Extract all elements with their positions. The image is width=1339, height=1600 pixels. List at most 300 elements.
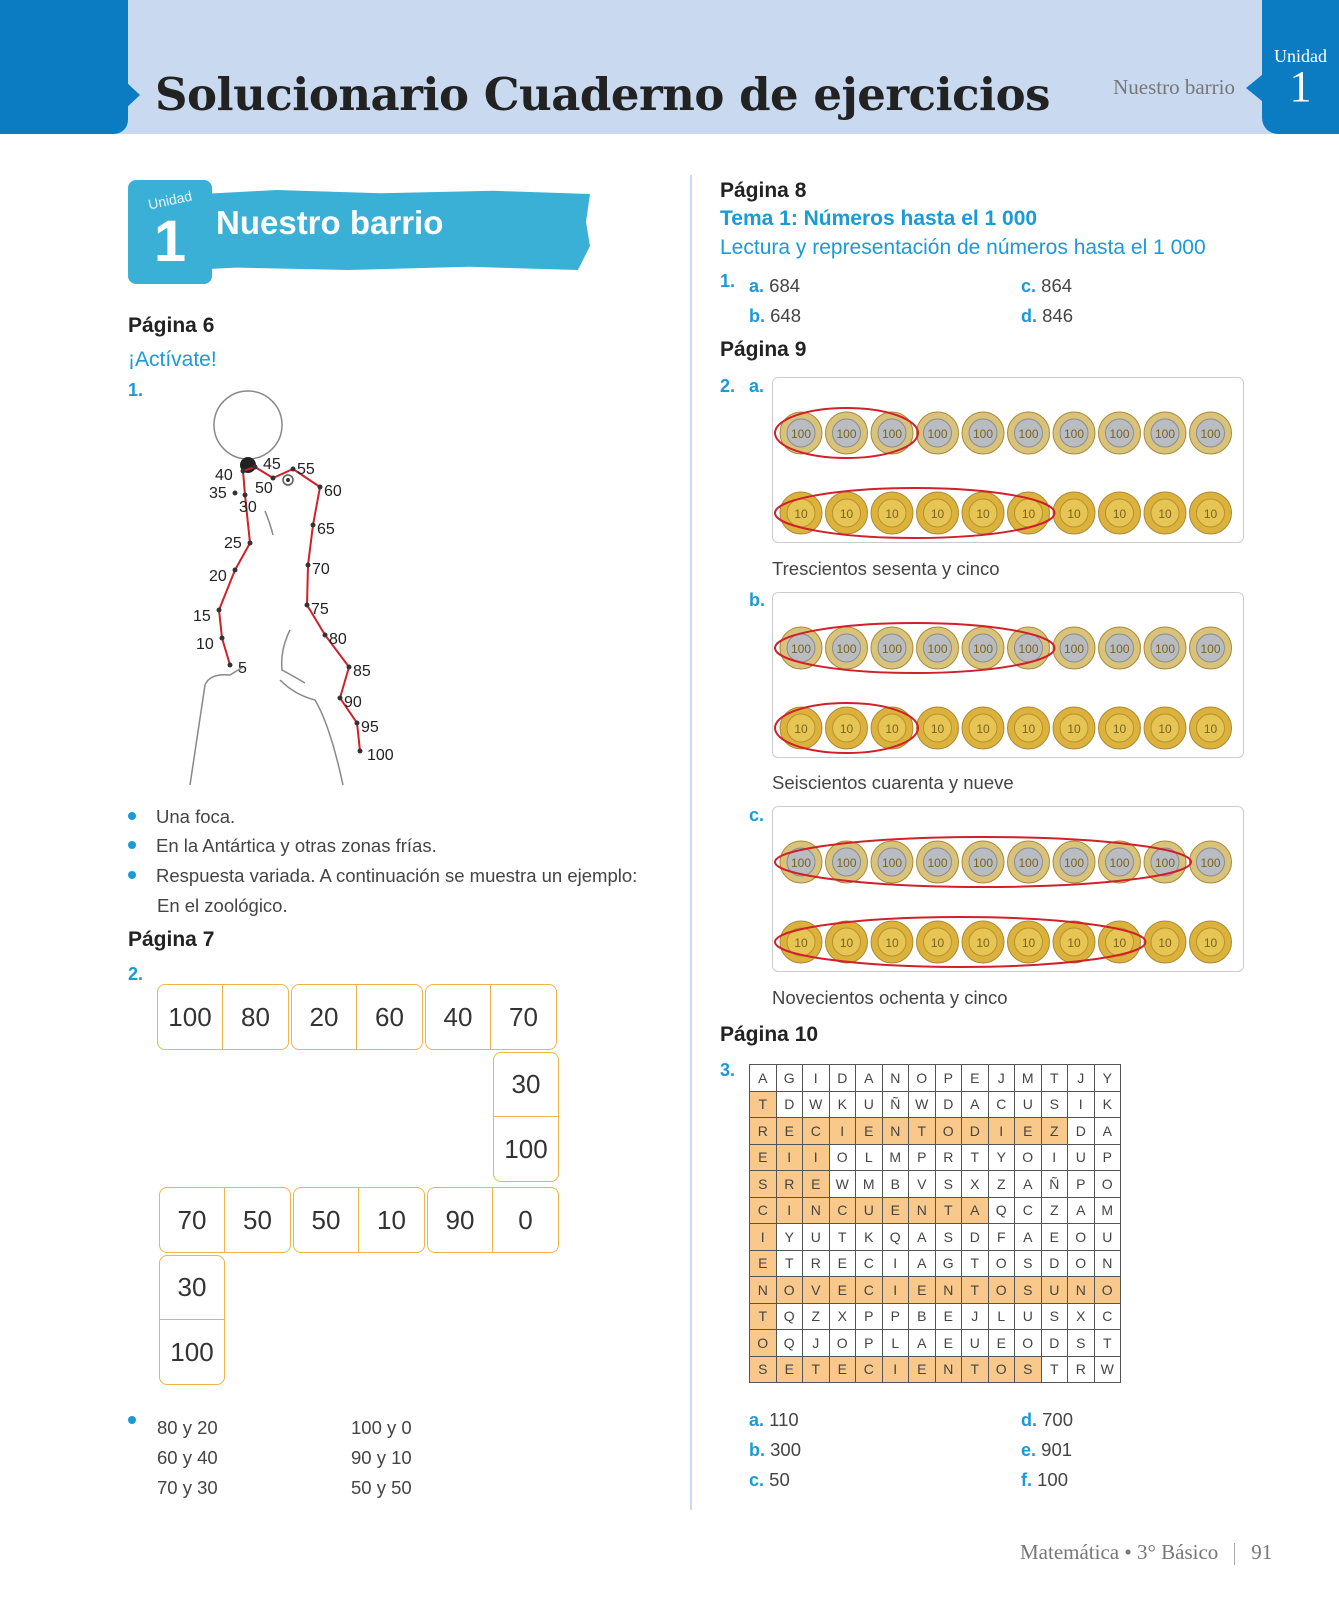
page6-heading: Página 6 — [128, 314, 215, 337]
grid-cell: E — [829, 1250, 856, 1277]
coin-value: 10 — [930, 722, 945, 736]
grid-cell: P — [882, 1303, 909, 1330]
domino-value: 100 — [504, 1133, 548, 1164]
coin-value: 100 — [1154, 642, 1176, 656]
grid-cell: A — [1015, 1171, 1042, 1198]
grid-cell: N — [935, 1277, 962, 1304]
unit-tab-arrow — [1246, 75, 1262, 101]
bullet-text: En la Antártica y otras zonas frías. — [156, 835, 437, 856]
domino-value: 100 — [158, 985, 223, 1049]
coin-value: 100 — [927, 427, 948, 441]
coin-value: 100 — [1018, 427, 1039, 441]
grid-cell: U — [962, 1330, 989, 1357]
answer-value: 700 — [1042, 1409, 1074, 1430]
answer-value: 50 — [769, 1469, 790, 1490]
grid-cell: S — [935, 1171, 962, 1198]
grid-cell: W — [909, 1091, 936, 1118]
grid-cell: M — [882, 1144, 909, 1171]
pair-text: 100 y 0 — [351, 1417, 412, 1438]
item-b-label: b. — [749, 590, 765, 610]
coin-value: 10 — [930, 507, 945, 521]
page10-heading: Página 10 — [720, 1023, 819, 1046]
grid-cell: A — [909, 1330, 936, 1357]
coin-value: 10 — [1067, 936, 1081, 950]
grid-cell: A — [856, 1065, 883, 1092]
grid-cell: O — [829, 1330, 856, 1357]
page9-heading: Página 9 — [720, 338, 807, 361]
coin-value: 100 — [836, 427, 857, 441]
domino-value: 0 — [518, 1204, 533, 1235]
grid-cell: O — [1094, 1171, 1121, 1198]
grid-row — [750, 1277, 1121, 1304]
grid-cell: I — [1041, 1144, 1068, 1171]
grid-cell: U — [1015, 1091, 1042, 1118]
dot-number: 65 — [317, 521, 335, 538]
answer-letter: b. — [749, 306, 765, 326]
grid-cell: O — [1094, 1277, 1121, 1304]
grid-cell: O — [1068, 1250, 1095, 1277]
banner-title: Nuestro barrio — [216, 204, 444, 241]
grid-cell: P — [1094, 1144, 1121, 1171]
grid-cell: P — [856, 1303, 883, 1330]
grid-cell: C — [829, 1197, 856, 1224]
grid-cell: R — [776, 1171, 803, 1198]
domino-value: 70 — [509, 1001, 538, 1032]
domino-4-vertical — [493, 1052, 559, 1182]
bullet-dot — [128, 871, 136, 879]
grid-cell: X — [829, 1303, 856, 1330]
grid-cell: I — [803, 1144, 830, 1171]
coin-box-a — [772, 377, 1244, 543]
grid-cell: M — [856, 1171, 883, 1198]
grid-cell: E — [750, 1144, 777, 1171]
dot-point — [253, 465, 258, 470]
grid-cell: S — [1015, 1277, 1042, 1304]
coin-value: 10 — [1112, 507, 1127, 521]
answer-value: 100 — [1037, 1469, 1069, 1490]
grid-cell: E — [829, 1277, 856, 1304]
grid-cell: A — [909, 1250, 936, 1277]
item-c-text: Novecientos ochenta y cinco — [772, 987, 1008, 1008]
grid-row — [750, 1197, 1121, 1224]
grid-cell: E — [1041, 1224, 1068, 1251]
grid-cell: E — [962, 1065, 989, 1092]
grid-cell: Ñ — [882, 1091, 909, 1118]
grid-cell: T — [962, 1277, 989, 1304]
grid-cell: K — [829, 1091, 856, 1118]
grid-cell: P — [856, 1330, 883, 1357]
domino-value: 10 — [377, 1204, 406, 1235]
grid-cell: C — [1094, 1303, 1121, 1330]
coin-value: 10 — [1203, 936, 1218, 950]
coin-value: 100 — [1154, 427, 1176, 441]
coin-value: 10 — [1021, 936, 1036, 950]
grid-cell: Z — [1041, 1118, 1068, 1145]
grid-row — [750, 1250, 1121, 1277]
grid-row — [750, 1330, 1121, 1357]
coin-value: 10 — [1067, 507, 1081, 521]
page8-answers-col1 — [749, 271, 801, 331]
coin-value: 10 — [930, 936, 945, 950]
ball-outline — [214, 391, 282, 459]
grid-cell: N — [935, 1356, 962, 1383]
coin-value: 10 — [1112, 722, 1127, 736]
grid-cell: C — [1015, 1197, 1042, 1224]
dot-point — [318, 485, 323, 490]
footer-separator — [1234, 1543, 1235, 1565]
domino-6 — [293, 1187, 425, 1253]
dot-point — [220, 636, 225, 641]
grid-cell: V — [909, 1171, 936, 1198]
grid-cell: J — [803, 1330, 830, 1357]
answer-letter: b. — [749, 1440, 765, 1460]
unit-subtitle: Nuestro barrio — [1113, 75, 1235, 99]
grid-cell: S — [1041, 1091, 1068, 1118]
grid-cell: U — [1041, 1277, 1068, 1304]
page8-answers-col2 — [1021, 271, 1073, 331]
footer-book: Matemática • 3° Básico — [1020, 1540, 1219, 1564]
coin-value: 10 — [885, 936, 899, 950]
grid-cell: U — [1094, 1224, 1121, 1251]
grid-cell: O — [1068, 1224, 1095, 1251]
coin-value: 100 — [1200, 427, 1221, 441]
grid-cell: T — [1041, 1065, 1068, 1092]
grid-cell: T — [962, 1144, 989, 1171]
question-2-label: 2. — [720, 376, 736, 396]
answer-letter: c. — [749, 1470, 765, 1490]
grid-row — [750, 1118, 1121, 1145]
grid-cell: N — [882, 1065, 909, 1092]
question-1-label: 1. — [128, 380, 144, 400]
answer-letter: a. — [749, 276, 765, 296]
banner-unit-number: 1 — [153, 209, 187, 274]
grid-row — [750, 1091, 1121, 1118]
grid-cell: K — [856, 1224, 883, 1251]
grid-cell: Q — [988, 1197, 1015, 1224]
footer-page-number: 91 — [1251, 1540, 1273, 1564]
dot-number: 100 — [367, 747, 394, 764]
grid-cell: C — [856, 1356, 883, 1383]
domino-8-vertical — [159, 1255, 225, 1385]
dot-point — [311, 523, 316, 528]
coin-value: 10 — [885, 507, 899, 521]
dot-point — [248, 541, 253, 546]
dot-number: 55 — [297, 461, 315, 478]
item-b-text: Seiscientos cuarenta y nueve — [772, 772, 1014, 793]
grid-cell: Y — [1094, 1065, 1121, 1092]
dot-point — [355, 721, 360, 726]
coin-value: 100 — [972, 856, 994, 870]
bullet-text: En el zoológico. — [157, 895, 288, 916]
grid-cell: I — [803, 1065, 830, 1092]
grid-cell: P — [935, 1065, 962, 1092]
grid-cell: U — [856, 1091, 883, 1118]
coin-value: 100 — [1109, 427, 1130, 441]
unit-tab — [1262, 0, 1339, 134]
coin-value: 100 — [1018, 856, 1039, 870]
dot-number: 95 — [361, 719, 379, 736]
dot-labels — [193, 456, 394, 764]
coin-box-c — [772, 806, 1244, 972]
pair-text: 70 y 30 — [157, 1477, 218, 1498]
coin-value: 100 — [1154, 856, 1176, 870]
activate-heading: ¡Actívate! — [128, 348, 217, 371]
grid-cell: S — [1015, 1250, 1042, 1277]
grid-row — [750, 1356, 1121, 1383]
coin-value: 100 — [927, 642, 948, 656]
dot-point — [241, 469, 246, 474]
grid-cell: Y — [988, 1144, 1015, 1171]
grid-cell: T — [909, 1118, 936, 1145]
grid-cell: R — [750, 1118, 777, 1145]
grid-cell: T — [962, 1250, 989, 1277]
tema-heading: Tema 1: Números hasta el 1 000 — [720, 207, 1038, 230]
answer-letter: d. — [1021, 1410, 1037, 1430]
dot-point — [217, 608, 222, 613]
grid-cell: Z — [1041, 1197, 1068, 1224]
coin-value: 100 — [881, 856, 903, 870]
question-3-label: 3. — [720, 1060, 736, 1080]
dot-number: 90 — [344, 694, 362, 711]
pair-text: 60 y 40 — [157, 1447, 218, 1468]
coin-value: 100 — [1109, 642, 1130, 656]
grid-cell: J — [988, 1065, 1015, 1092]
grid-cell: R — [803, 1250, 830, 1277]
domino-7 — [427, 1187, 559, 1253]
grid-cell: Y — [776, 1224, 803, 1251]
answer-bullet — [128, 835, 437, 857]
pair-text: 80 y 20 — [157, 1417, 218, 1438]
grid-cell: E — [935, 1303, 962, 1330]
seal-pupil — [286, 478, 290, 482]
grid-cell: N — [882, 1118, 909, 1145]
page7-heading: Página 7 — [128, 928, 215, 951]
domino-value: 30 — [494, 1053, 558, 1117]
coin-value: 10 — [976, 507, 990, 521]
coin-value: 10 — [1203, 507, 1218, 521]
coin-drawing-b — [773, 593, 1245, 759]
domino-value: 90 — [428, 1188, 493, 1252]
grid-cell: N — [1094, 1250, 1121, 1277]
flipper-outline — [282, 630, 305, 683]
header-left-block — [0, 0, 128, 134]
grid-cell: G — [935, 1250, 962, 1277]
grid-cell: E — [829, 1356, 856, 1383]
grid-cell: T — [1041, 1356, 1068, 1383]
grid-cell: D — [962, 1224, 989, 1251]
grid-cell: S — [1015, 1356, 1042, 1383]
dot-number: 15 — [193, 608, 211, 625]
grid-cell: T — [935, 1197, 962, 1224]
grid-cell: N — [803, 1197, 830, 1224]
grid-cell: T — [962, 1356, 989, 1383]
coin-value: 10 — [976, 722, 990, 736]
coin-drawing-a — [773, 378, 1245, 544]
grid-cell: O — [909, 1065, 936, 1092]
grid-cell: F — [988, 1224, 1015, 1251]
coin-value: 100 — [1109, 856, 1130, 870]
bullet-dot — [128, 1416, 136, 1424]
answer-value: 110 — [769, 1409, 799, 1430]
domino-2 — [291, 984, 423, 1050]
coin-value: 10 — [794, 507, 808, 521]
item-a-label: a. — [749, 376, 765, 396]
grid-row — [750, 1303, 1121, 1330]
dot-number: 75 — [311, 601, 329, 618]
grid-cell: Z — [803, 1303, 830, 1330]
grid-cell: X — [1068, 1303, 1095, 1330]
dot-point — [306, 563, 311, 568]
dot-point — [338, 696, 343, 701]
grid-cell: G — [776, 1065, 803, 1092]
grid-cell: O — [829, 1144, 856, 1171]
dot-number: 30 — [239, 499, 257, 516]
grid-cell: C — [803, 1118, 830, 1145]
header-arrow — [124, 80, 140, 110]
item-a-text: Trescientos sesenta y cinco — [772, 558, 1000, 579]
grid-cell: Q — [776, 1330, 803, 1357]
domino-5 — [159, 1187, 291, 1253]
item-c-label: c. — [749, 805, 765, 825]
dot-number: 60 — [324, 483, 342, 500]
grid-cell: E — [1015, 1118, 1042, 1145]
grid-cell: D — [829, 1065, 856, 1092]
dot-number: 35 — [209, 485, 227, 502]
dot-number: 40 — [215, 467, 233, 484]
grid-cell: K — [1094, 1091, 1121, 1118]
grid-cell: I — [776, 1144, 803, 1171]
grid-cell: S — [750, 1171, 777, 1198]
grid-cell: L — [882, 1330, 909, 1357]
grid-cell: M — [1015, 1065, 1042, 1092]
grid-cell: I — [988, 1118, 1015, 1145]
grid-cell: B — [882, 1171, 909, 1198]
coin-value: 100 — [972, 642, 994, 656]
domino-1 — [157, 984, 289, 1050]
grid-row — [750, 1171, 1121, 1198]
pair-text: 50 y 50 — [351, 1477, 412, 1498]
answer-value: 648 — [770, 305, 802, 326]
domino-value: 80 — [241, 1001, 270, 1032]
grid-cell: I — [1068, 1091, 1095, 1118]
grid-cell: I — [882, 1356, 909, 1383]
grid-cell: W — [829, 1171, 856, 1198]
grid-cell: V — [803, 1277, 830, 1304]
grid-cell: Q — [776, 1303, 803, 1330]
grid-cell: B — [909, 1303, 936, 1330]
coin-drawing-c — [773, 807, 1245, 973]
grid-row — [750, 1224, 1121, 1251]
answer-bullet — [128, 806, 235, 828]
coin-box-b — [772, 592, 1244, 758]
dot-number: 5 — [238, 660, 247, 677]
pairs-col1 — [157, 1413, 218, 1503]
grid-cell: E — [882, 1197, 909, 1224]
coin-value: 100 — [1063, 427, 1085, 441]
grid-cell: U — [1068, 1144, 1095, 1171]
grid-cell: A — [1068, 1197, 1095, 1224]
coin-value: 100 — [881, 427, 903, 441]
grid-cell: E — [909, 1356, 936, 1383]
grid-cell: I — [829, 1118, 856, 1145]
dot-number: 85 — [353, 663, 371, 680]
grid-cell: S — [1068, 1330, 1095, 1357]
coin-value: 10 — [1067, 722, 1081, 736]
coin-value: 10 — [1158, 507, 1172, 521]
coin-value: 100 — [1063, 856, 1085, 870]
grid-cell: I — [776, 1197, 803, 1224]
coin-value: 10 — [1021, 507, 1036, 521]
grid-cell: L — [856, 1144, 883, 1171]
grid-cell: E — [776, 1118, 803, 1145]
page10-answers-col2 — [1021, 1405, 1073, 1495]
dot-point — [243, 493, 248, 498]
answer-letter: c. — [1021, 276, 1037, 296]
grid-cell: O — [935, 1118, 962, 1145]
banner-unit-box — [128, 180, 212, 284]
coin-value: 100 — [790, 642, 812, 656]
grid-cell: T — [776, 1250, 803, 1277]
mouth-outline — [265, 511, 273, 535]
domino-value: 50 — [243, 1204, 272, 1235]
grid-cell: P — [909, 1144, 936, 1171]
grid-cell: T — [1094, 1330, 1121, 1357]
domino-value: 70 — [160, 1188, 225, 1252]
grid-cell: O — [988, 1277, 1015, 1304]
grid-cell: S — [1041, 1303, 1068, 1330]
answer-value: 846 — [1042, 305, 1074, 326]
grid-cell: C — [988, 1091, 1015, 1118]
dot-point — [233, 491, 238, 496]
grid-cell: Z — [988, 1171, 1015, 1198]
dot-point — [347, 665, 352, 670]
answer-letter: d. — [1021, 306, 1037, 326]
grid-cell: D — [962, 1118, 989, 1145]
grid-cell: R — [935, 1144, 962, 1171]
grid-cell: A — [962, 1091, 989, 1118]
answer-bullet — [157, 895, 288, 917]
grid-cell: I — [882, 1250, 909, 1277]
grid-cell: D — [1041, 1250, 1068, 1277]
unit-tab-number: 1 — [1289, 62, 1312, 111]
coin-value: 100 — [881, 642, 903, 656]
grid-cell: T — [803, 1356, 830, 1383]
answer-value: 300 — [770, 1439, 802, 1460]
unit-tab-word: Unidad — [1274, 46, 1327, 66]
coin-value: 10 — [976, 936, 990, 950]
grid-cell: E — [856, 1118, 883, 1145]
rock-outline-left — [190, 667, 243, 785]
grid-cell: M — [1094, 1197, 1121, 1224]
answer-bullet — [128, 865, 637, 887]
dot-point — [323, 633, 328, 638]
grid-cell: T — [750, 1303, 777, 1330]
dot-point — [358, 749, 363, 754]
banner-unit-word: Unidad — [146, 187, 194, 213]
coin-value: 10 — [794, 936, 808, 950]
coin-value: 100 — [1063, 642, 1085, 656]
bullet-dot — [128, 812, 136, 820]
coin-value: 100 — [836, 642, 857, 656]
grid-cell: O — [988, 1250, 1015, 1277]
grid-cell: O — [1015, 1330, 1042, 1357]
grid-cell: E — [909, 1277, 936, 1304]
page-title: Solucionario Cuaderno de ejercicios — [155, 68, 1050, 121]
page10-answers-col1 — [749, 1405, 801, 1495]
domino-3 — [425, 984, 557, 1050]
grid-row — [750, 1144, 1121, 1171]
grid-cell: O — [750, 1330, 777, 1357]
